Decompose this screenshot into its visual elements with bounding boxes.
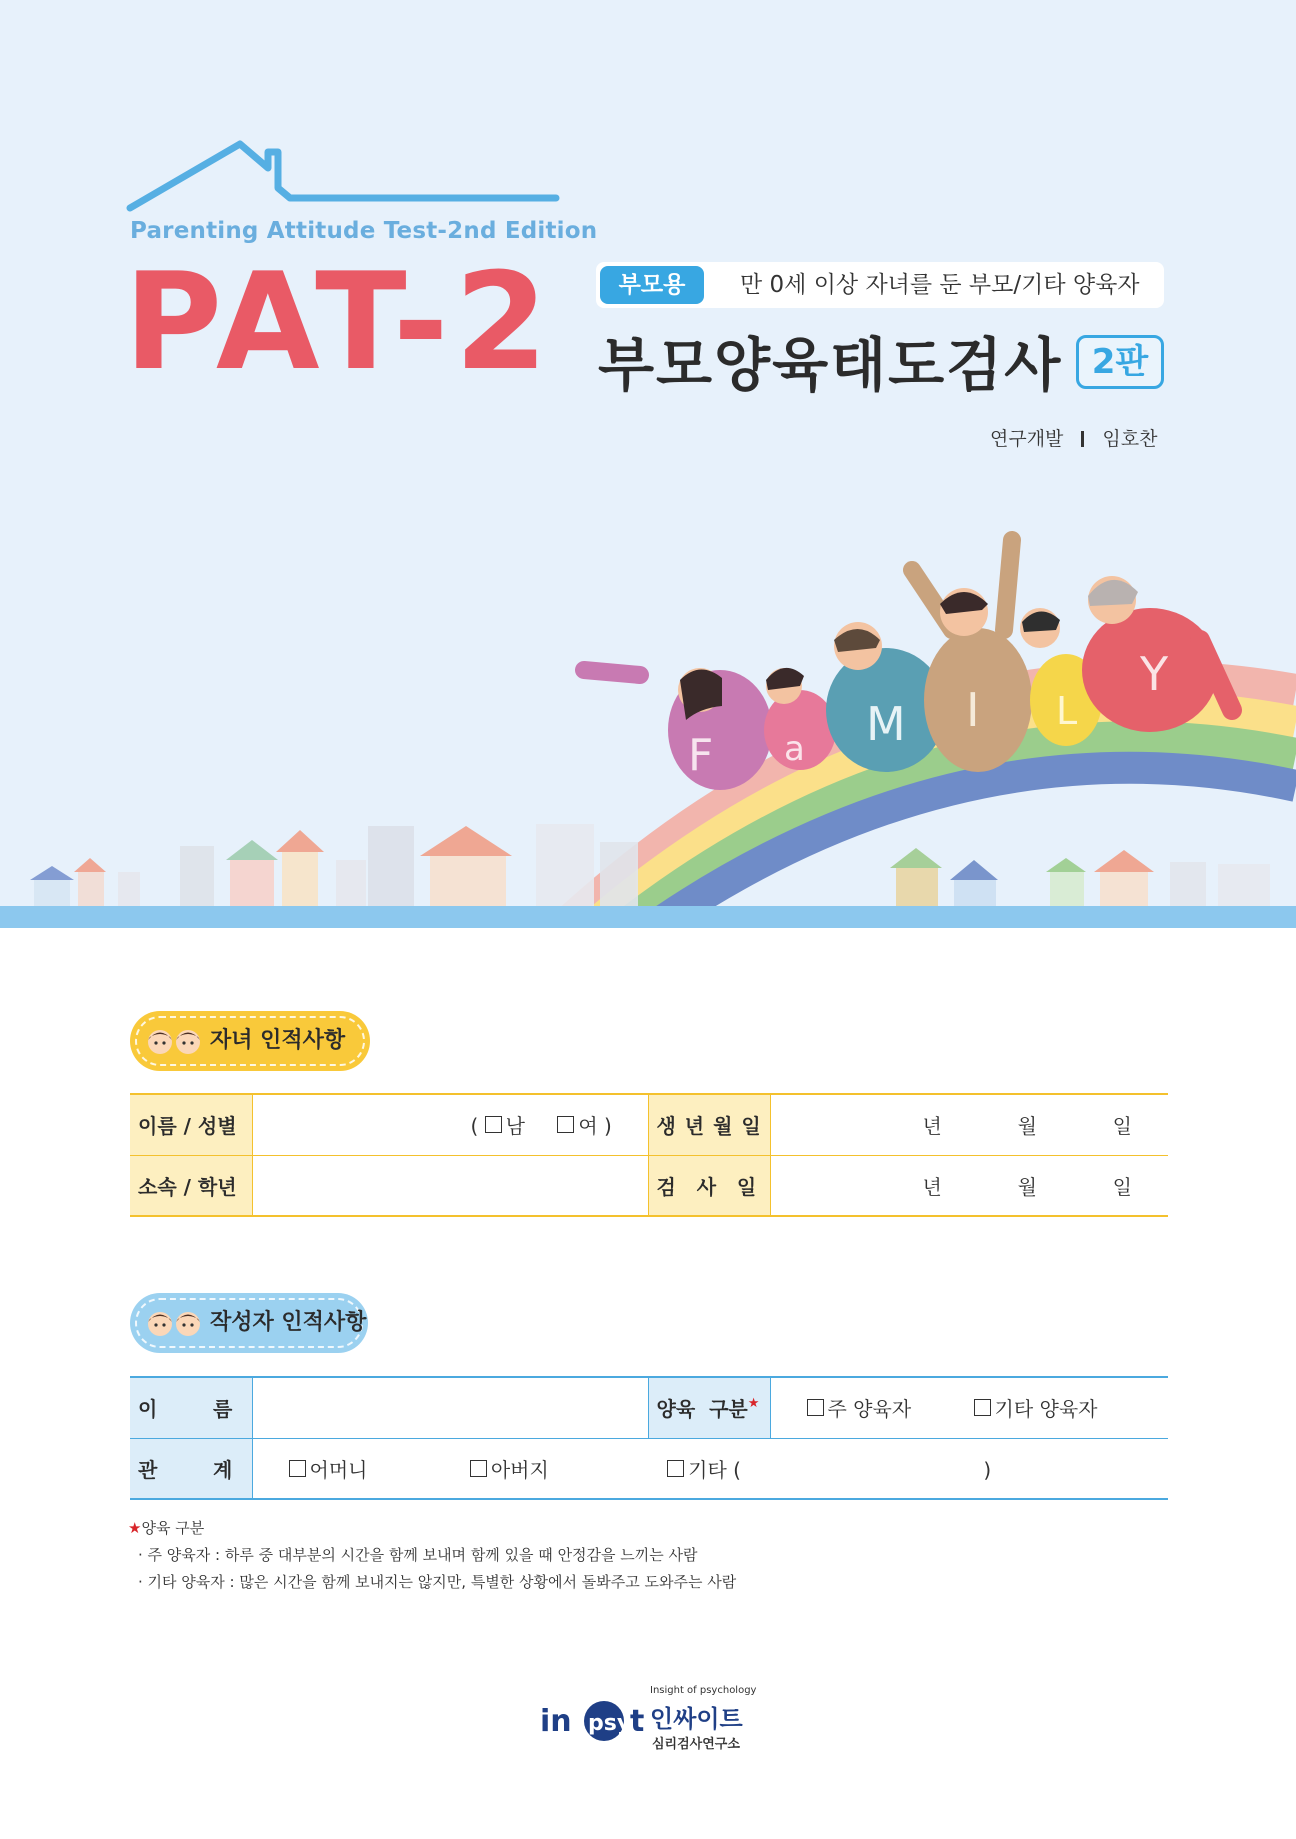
checkbox-icon[interactable]: [470, 1460, 487, 1477]
separator: [1081, 431, 1084, 447]
caregiver-type-field: [770, 1377, 1168, 1438]
table-row: [130, 1377, 1168, 1438]
table-row: [130, 1155, 1168, 1216]
children-icon: [144, 1025, 206, 1057]
checkbox-icon[interactable]: [289, 1460, 306, 1477]
writer-info-table: [130, 1376, 1168, 1500]
caregiver-notes: [128, 1515, 736, 1596]
svg-text:in: in: [540, 1704, 572, 1739]
writer-info-tag: [130, 1293, 368, 1353]
checkbox-icon[interactable]: [974, 1399, 991, 1416]
letter-y: Y: [1140, 647, 1169, 701]
writer-name-label: 이 름: [130, 1377, 252, 1438]
edition-badge: 2판: [1076, 335, 1164, 389]
caregiver-type-label: 양육 구분★: [648, 1377, 770, 1438]
primary-caregiver-option[interactable]: 주 양육자: [807, 1393, 912, 1422]
birthdate-label: 생 년 월 일: [648, 1094, 770, 1155]
letter-i: I: [966, 683, 980, 737]
relation-field: [252, 1438, 1168, 1499]
letter-m: M: [866, 697, 906, 751]
birthdate-field[interactable]: 년 월 일: [770, 1094, 1168, 1155]
letter-l: L: [1056, 689, 1078, 733]
logo-brand-kr: 인싸이트: [650, 1705, 743, 1733]
ground-strip: [0, 906, 1296, 928]
required-star-icon: ★: [747, 1396, 760, 1412]
name-gender-label: 이름 / 성별: [130, 1094, 252, 1155]
relation-mother-option[interactable]: 어머니: [289, 1454, 368, 1483]
target-description: 만 0세 이상 자녀를 둔 부모/기타 양육자: [740, 272, 1140, 298]
table-row: [130, 1438, 1168, 1499]
author-line: [990, 424, 1157, 451]
star-icon: ★: [128, 1519, 142, 1537]
logo-sub-kr: 심리검사연구소: [652, 1737, 740, 1752]
child-info-title: 자녀 인적사항: [210, 1028, 346, 1053]
letter-f: F: [688, 730, 714, 781]
test-date-field[interactable]: 년 월 일: [770, 1155, 1168, 1216]
relation-other-close: ): [983, 1457, 992, 1482]
logo-tagline: Insight of psychology: [650, 1685, 757, 1696]
letter-a: a: [784, 729, 805, 769]
checkbox-icon[interactable]: [557, 1116, 574, 1133]
child-info-table: [130, 1093, 1168, 1217]
relation-label: 관 계: [130, 1438, 252, 1499]
parent-version-badge: 부모용: [600, 266, 704, 304]
other-caregiver-option[interactable]: 기타 양육자: [974, 1393, 1098, 1422]
school-grade-label: 소속 / 학년: [130, 1155, 252, 1216]
relation-other-option[interactable]: 기타 (: [667, 1454, 741, 1483]
notes-title: 양육 구분: [141, 1519, 205, 1537]
note-primary: · 주 양육자 : 하루 중 대부분의 시간을 함께 보내며 함께 있을 때 안정감을 느끼는 사람: [138, 1546, 698, 1564]
svg-text:psy: psy: [588, 1711, 632, 1736]
korean-title: 부모양육태도검사: [598, 331, 1063, 399]
child-info-tag: [130, 1011, 370, 1071]
svg-text:t: t: [630, 1704, 645, 1739]
checkbox-icon[interactable]: [807, 1399, 824, 1416]
author-name: 임호찬: [1102, 428, 1158, 450]
checkbox-icon[interactable]: [667, 1460, 684, 1477]
house-outline-icon: [130, 144, 556, 208]
author-role: 연구개발: [990, 428, 1064, 450]
name-gender-field[interactable]: ( 남 여 ): [252, 1094, 648, 1155]
relation-father-option[interactable]: 아버지: [470, 1454, 549, 1483]
test-code-title: PAT-2: [124, 244, 554, 400]
writer-name-field[interactable]: [252, 1377, 648, 1438]
note-other: · 기타 양육자 : 많은 시간을 함께 보내지는 않지만, 특별한 상황에서 돌봐주고 도와주는 사람: [138, 1573, 737, 1591]
inpsyt-logo: [538, 1685, 758, 1755]
test-date-label: 검 사 일: [648, 1155, 770, 1216]
writer-info-title: 작성자 인적사항: [210, 1310, 367, 1335]
children-icon: [144, 1307, 206, 1339]
gender-male-option[interactable]: 남: [485, 1110, 525, 1139]
gender-female-option[interactable]: 여: [557, 1110, 597, 1139]
table-row: [130, 1094, 1168, 1155]
english-subtitle: Parenting Attitude Test-2nd Edition: [130, 218, 598, 244]
school-grade-field[interactable]: [252, 1155, 648, 1216]
checkbox-icon[interactable]: [485, 1116, 502, 1133]
